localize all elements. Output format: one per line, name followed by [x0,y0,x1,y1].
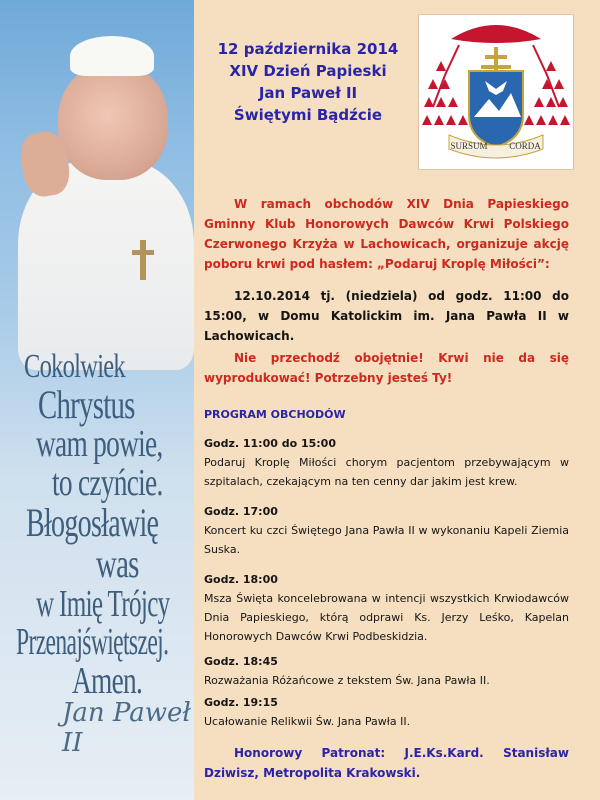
signature: Jan Paweł II [62,698,191,758]
quote-line: Amen. [72,660,143,703]
date-location-paragraph: 12.10.2014 tj. (niedziela) od godz. 11:00 do 15:00, w Domu Katolickim im. Jana Pawła II w Lachowicach. [204,289,569,343]
quote-line: Cokolwiek [24,348,125,385]
quote-line: Przenajświętszej. [16,621,169,664]
quote-line: wam powie, [36,423,163,466]
coat-of-arms-graphic [419,15,573,169]
title-line-motto: Świętymi Bądźcie [233,106,383,124]
program-description: Podaruj Kroplę Miłości chorym pacjentom przebywającym w szpitalach, czekającym na ten cenny dar jakim jest krew. [204,456,569,488]
program-item [204,570,569,646]
program-item [204,434,569,491]
title-line-date: 12 października 2014 [217,40,399,58]
program-time: Godz. 17:00 [204,505,278,518]
quote-line: Błogosławię [26,499,159,545]
quote-line: w Imię Trójcy [36,582,170,625]
appeal-paragraph: Nie przechodź obojętnie! Krwi nie da się wyprodukować! Potrzebny jesteś Ty! [204,351,569,385]
program-description: Msza Święta koncelebrowana w intencji wszystkich Krwiodawców Dnia Papieskiego, którą odprawi Ks. Jerzy Leśko, Kapelan Honorowych Dawców Krwi Podbeskidzia. [204,592,569,643]
intro-paragraph: W ramach obchodów XIV Dnia Papieskiego Gminny Klub Honorowych Dawców Krwi Polskiego Czerwonego Krzyża w Lachowicach, organizuje akcję poboru krwi pod hasłem: „Podaruj Kroplę Miłości”: [204,197,569,271]
program-description: Rozważania Różańcowe z tekstem Św. Jana Pawła II. [204,674,490,687]
zucchetto [70,36,154,76]
program-heading: PROGRAM OBCHODÓW [204,408,346,421]
motto-left: SURSUM [450,141,488,151]
title-line-event: XIV Dzień Papieski [229,62,387,80]
program-time: Godz. 19:15 [204,696,278,709]
quote-line: Chrystus [38,381,135,427]
program-description: Koncert ku czci Świętego Jana Pawła II w wykonaniu Kapeli Ziemia Suska. [204,524,569,556]
quote-line: to czyńcie. [52,462,163,505]
program-item [204,652,569,690]
program-item [204,693,569,731]
quote-line: was [96,540,139,586]
program-item [204,502,569,559]
coat-of-arms [418,14,574,170]
quote-text [16,348,192,703]
program-time: Godz. 18:45 [204,655,278,668]
program-time: Godz. 18:00 [204,573,278,586]
galero-icon [451,25,541,43]
pope-photo-panel [0,0,194,800]
motto-right: CORDA [509,141,541,151]
pope-portrait [58,62,168,180]
page-title [202,38,414,126]
title-line-name: Jan Paweł II [258,84,358,102]
honorary-patronage: Honorowy Patronat: J.E.Ks.Kard. Stanisław Dziwisz, Metropolita Krakowski. [204,746,569,780]
pectoral-cross [140,240,146,280]
program-description: Ucałowanie Relikwii Św. Jana Pawła II. [204,715,411,728]
program-time: Godz. 11:00 do 15:00 [204,437,336,450]
